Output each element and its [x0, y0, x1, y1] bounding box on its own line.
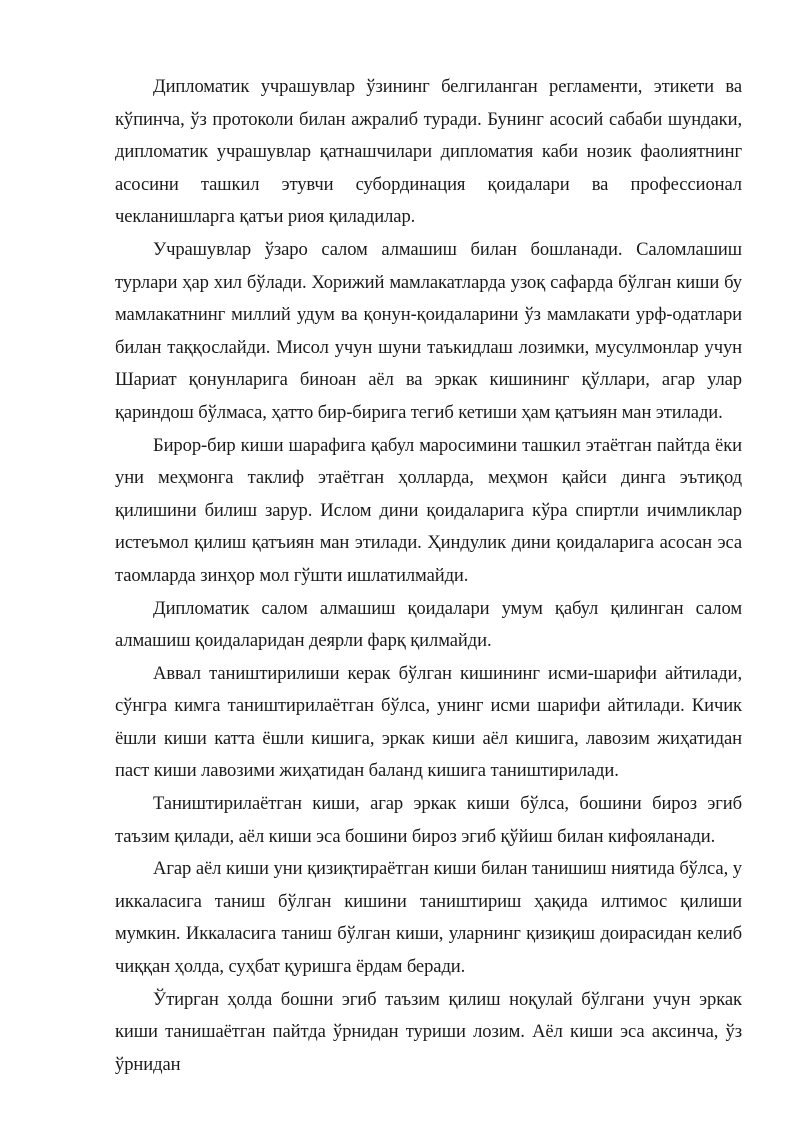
paragraph-greeting-rules: Дипломатик салом алмашиш қоидалари умум қабул қилинган салом алмашиш қоидаларидан деярли фарқ қилмайди.	[115, 597, 742, 652]
paragraph-greetings: Учрашувлар ўзаро салом алмашиш билан бошланади. Саломлашиш турлари ҳар хил бўлади. Хорижий мамлакатларда узоқ сафарда бўлган киши бу мамлакатнинг миллий удум ва қонун-қоидаларини ўз мамлакати урф-одатлари билан таққослайди. Мисол учун шуни таъкидлаш лозимки, мусулмонлар учун Шариат қонунларига биноан аёл ва эркак кишининг қўллари, агар улар қариндош бўлмаса, ҳатто бир-бирига тегиб кетиши ҳам қатъиян ман этилади.	[115, 238, 742, 423]
document-text-body	[115, 71, 742, 1081]
paragraph-mutual-acquaintance: Агар аёл киши уни қизиқтираётган киши билан танишиш ниятида бўлса, у иккаласига таниш бўлган кишини таништириш ҳақида илтимос қилиши мумкин. Иккаласига таниш бўлган киши, уларнинг қизиқиш доирасидан келиб чиққан ҳолда, суҳбат қуришга ёрдам беради.	[115, 858, 742, 978]
paragraph-introduction-order: Аввал таништирилиши керак бўлган кишининг исми-шарифи айтилади, сўнгра кимга таништирилаётган бўлса, унинг исми шарифи айтилади. Кичик ёшли киши катта ёшли кишига, эркак киши аёл кишига, лавозим жиҳатидан паст киши лавозими жиҳатидан баланд кишига таништирилади.	[115, 662, 742, 782]
paragraph-bowing: Таништирилаётган киши, агар эркак киши бўлса, бошини бироз эгиб таъзим қилади, аёл киши эса бошини бироз эгиб қўйиш билан кифояланади.	[115, 793, 742, 847]
paragraph-diplomatic-meetings: Дипломатик учрашувлар ўзининг белгиланган регламенти, этикети ва кўпинча, ўз протоколи билан ажралиб туради. Бунинг асосий сабаби шундаки, дипломатик учрашувлар қатнашчилари дипломатия каби нозик фаолиятнинг асосини ташкил этувчи субординация қоидалари ва профессионал чекланишларга қатъи риоя қиладилар.	[115, 76, 742, 228]
paragraph-reception-religion: Бирор-бир киши шарафига қабул маросимини ташкил этаётган пайтда ёки уни меҳмонга таклиф этаётган ҳолларда, меҳмон қайси динга эътиқод қилишини билиш зарур. Ислом дини қоидаларига кўра спиртли ичимликлар истеъмол қилиш қатъиян ман этилади. Ҳиндулик дини қоидаларига асосан эса таомларда зинҳор мол гўшти ишлатилмайди.	[115, 434, 742, 586]
paragraph-standing-rule: Ўтирган ҳолда бошни эгиб таъзим қилиш ноқулай бўлгани учун эркак киши танишаётган пайтда ўрнидан туриши лозим. Аёл киши эса аксинча, ўз ўрнидан	[115, 988, 742, 1075]
